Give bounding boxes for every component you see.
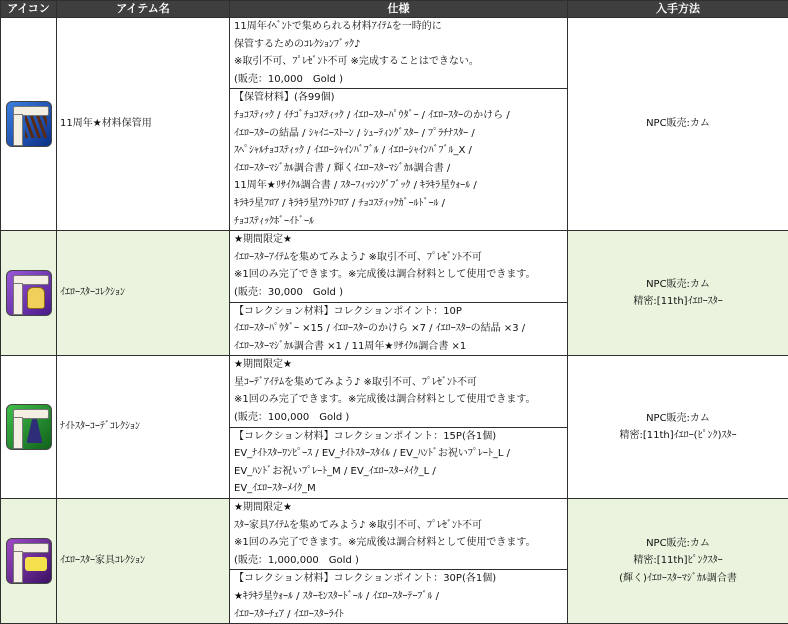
spec-materials bbox=[230, 89, 568, 231]
icon-cell bbox=[1, 499, 57, 624]
header-row bbox=[1, 1, 788, 18]
material-storage-book-icon bbox=[6, 101, 52, 147]
spec-line: (販売：10,000 Gold ) bbox=[234, 71, 567, 89]
spec-line: ｲｴﾛｰｽﾀｰﾏｼﾞｶﾙ調合書 / 輝くｲｴﾛｰｽﾀｰﾏｼﾞｶﾙ調合書 / bbox=[234, 160, 567, 178]
spec-line: EV_ｲｴﾛｰｽﾀｰﾒｲｸ_M bbox=[234, 480, 567, 498]
obtain-line: NPC販売:カム bbox=[568, 115, 788, 133]
spec-line: 11周年★ﾘｻｲｸﾙ調合書 / ｽﾀｰﾌｨｯｼﾝｸﾞﾌﾞｯｸ / ｷﾗｷﾗ星ｳｫｰﾙ / bbox=[234, 177, 567, 195]
spec-line: ｽﾀｰ家具ｱｲﾃﾑを集めてみよう♪ ※取引不可、ﾌﾟﾚｾﾞﾝﾄ不可 bbox=[234, 517, 567, 535]
spec-line: ｲｴﾛｰｽﾀｰﾁｪｱ / ｲｴﾛｰｽﾀｰﾗｲﾄ bbox=[234, 606, 567, 624]
table-row bbox=[1, 18, 788, 89]
spec-line: ｲｴﾛｰｽﾀｰﾊﾟｳﾀﾞｰ ×15 / ｲｴﾛｰｽﾀｰのかけら ×7 / ｲｴﾛｰｽﾀｰの結晶 ×3 / bbox=[234, 320, 567, 338]
spec-line: 保管するためのｺﾚｸｼｮﾝﾌﾞｯｸ♪ bbox=[234, 36, 567, 54]
spec-line: ★期間限定★ bbox=[234, 231, 567, 249]
spec-description bbox=[230, 356, 568, 427]
obtain-line: NPC販売:カム bbox=[568, 276, 788, 294]
spec-materials bbox=[230, 302, 568, 356]
spec-description bbox=[230, 231, 568, 302]
spec-line: (販売：30,000 Gold ) bbox=[234, 284, 567, 302]
spec-line: ※1回のみ完了できます。※完成後は調合材料として使用できます。 bbox=[234, 534, 567, 552]
spec-line: 【コレクション材料】コレクションポイント：30P(各1個) bbox=[234, 570, 567, 588]
yellow-star-furniture-book-icon bbox=[6, 538, 52, 584]
item-name: ｲｴﾛｰｽﾀｰ家具ｺﾚｸｼｮﾝ bbox=[57, 499, 230, 624]
obtain-cell bbox=[568, 18, 788, 231]
obtain-cell bbox=[568, 356, 788, 499]
icon-cell bbox=[1, 18, 57, 231]
spec-line: 11周年ｲﾍﾞﾝﾄで集められる材料ｱｲﾃﾑを一時的に bbox=[234, 18, 567, 36]
spec-line: ※1回のみ完了できます。※完成後は調合材料として使用できます。 bbox=[234, 391, 567, 409]
item-name: 11周年★材料保管用 bbox=[57, 18, 230, 231]
spec-line: ★期間限定★ bbox=[234, 499, 567, 517]
obtain-line: NPC販売:カム bbox=[568, 535, 788, 553]
obtain-cell bbox=[568, 231, 788, 356]
spec-materials bbox=[230, 570, 568, 624]
spec-line: ｲｴﾛｰｽﾀｰｱｲﾃﾑを集めてみよう♪ ※取引不可、ﾌﾟﾚｾﾞﾝﾄ不可 bbox=[234, 249, 567, 267]
spec-line: ｲｴﾛｰｽﾀｰﾏｼﾞｶﾙ調合書 ×1 / 11周年★ﾘｻｲｸﾙ調合書 ×1 bbox=[234, 338, 567, 356]
header-name: アイテム名 bbox=[57, 1, 230, 18]
spec-line: 【コレクション材料】コレクションポイント：10P bbox=[234, 303, 567, 321]
icon-cell bbox=[1, 231, 57, 356]
spec-line: (販売：1,000,000 Gold ) bbox=[234, 552, 567, 570]
table-row bbox=[1, 499, 788, 570]
header-spec: 仕様 bbox=[230, 1, 568, 18]
spec-line: ﾁｮｺｽﾃｨｯｸﾎﾞｰｲﾄﾞｰﾙ bbox=[234, 213, 567, 231]
spec-line: ※取引不可、ﾌﾟﾚｾﾞﾝﾄ不可 ※完成することはできない。 bbox=[234, 53, 567, 71]
spec-line: (販売：100,000 Gold ) bbox=[234, 409, 567, 427]
spec-line: ｲｴﾛｰｽﾀｰの結晶 / ｼｬｲﾆｰｽﾄｰﾝ / ｼｭｰﾃｨﾝｸﾞｽﾀｰ / ﾌﾟﾗﾁﾅｽﾀｰ / bbox=[234, 125, 567, 143]
yellow-star-collection-book-icon bbox=[6, 270, 52, 316]
obtain-cell bbox=[568, 499, 788, 624]
spec-line: ★期間限定★ bbox=[234, 356, 567, 374]
spec-line: EV_ﾊﾝﾄﾞお祝いﾌﾟﾚｰﾄ_M / EV_ｲｴﾛｰｽﾀｰﾒｲｸ_L / bbox=[234, 463, 567, 481]
item-name: ｲｴﾛｰｽﾀｰｺﾚｸｼｮﾝ bbox=[57, 231, 230, 356]
spec-line: 星ｺｰﾃﾞｱｲﾃﾑを集めてみよう♪ ※取引不可、ﾌﾟﾚｾﾞﾝﾄ不可 bbox=[234, 374, 567, 392]
spec-line: 【保管材料】(各99個) bbox=[234, 89, 567, 107]
night-star-coordinate-book-icon bbox=[6, 404, 52, 450]
table-row bbox=[1, 356, 788, 427]
table-row bbox=[1, 231, 788, 302]
obtain-line: NPC販売:カム bbox=[568, 410, 788, 428]
spec-line: ★ｷﾗｷﾗ星ｳｫｰﾙ / ｽﾀｰﾓﾝｽﾀｰﾄﾞｰﾙ / ｲｴﾛｰｽﾀｰﾃｰﾌﾞﾙ / bbox=[234, 588, 567, 606]
spec-description bbox=[230, 499, 568, 570]
obtain-line: 精密:[11th]ﾋﾟﾝｸｽﾀｰ bbox=[568, 552, 788, 570]
obtain-line: (輝く)ｲｴﾛｰｽﾀｰﾏｼﾞｶﾙ調合書 bbox=[568, 570, 788, 588]
spec-line: ※1回のみ完了できます。※完成後は調合材料として使用できます。 bbox=[234, 266, 567, 284]
spec-line: ｽﾍﾟｼｬﾙﾁｮｺｽﾃｨｯｸ / ｲｴﾛｰｼｬｲﾝﾊﾞﾌﾞﾙ / ｲｴﾛｰｼｬｲﾝﾊﾞﾌﾞﾙ_X / bbox=[234, 142, 567, 160]
header-icon: アイコン bbox=[1, 1, 57, 18]
spec-line: ｷﾗｷﾗ星ﾌﾛｱ / ｷﾗｷﾗ星ｱｳﾄﾌﾛｱ / ﾁｮｺｽﾃｨｯｸｶﾞｰﾙﾄﾞｰﾙ / bbox=[234, 195, 567, 213]
spec-line: ﾁｮｺｽﾃｨｯｸ / ｲﾁｺﾞﾁｮｺｽﾃｨｯｸ / ｲｴﾛｰｽﾀｰﾊﾟｳﾀﾞｰ / ｲｴﾛｰｽﾀｰのかけら / bbox=[234, 107, 567, 125]
spec-description bbox=[230, 18, 568, 89]
spec-line: 【コレクション材料】コレクションポイント：15P(各1個) bbox=[234, 428, 567, 446]
icon-cell bbox=[1, 356, 57, 499]
obtain-line: 精密:[11th]ｲｴﾛｰ(ﾋﾟﾝｸ)ｽﾀｰ bbox=[568, 427, 788, 445]
spec-line: EV_ﾅｲﾄｽﾀｰﾜﾝﾋﾟｰｽ / EV_ﾅｲﾄｽﾀｰｽﾀｲﾙ / EV_ﾊﾝﾄﾞお祝いﾌﾟﾚｰﾄ_L / bbox=[234, 445, 567, 463]
item-name: ﾅｲﾄｽﾀｰｺｰﾃﾞｺﾚｸｼｮﾝ bbox=[57, 356, 230, 499]
spec-materials bbox=[230, 427, 568, 498]
obtain-line: 精密:[11th]ｲｴﾛｰｽﾀｰ bbox=[568, 293, 788, 311]
header-obtain: 入手方法 bbox=[568, 1, 788, 18]
